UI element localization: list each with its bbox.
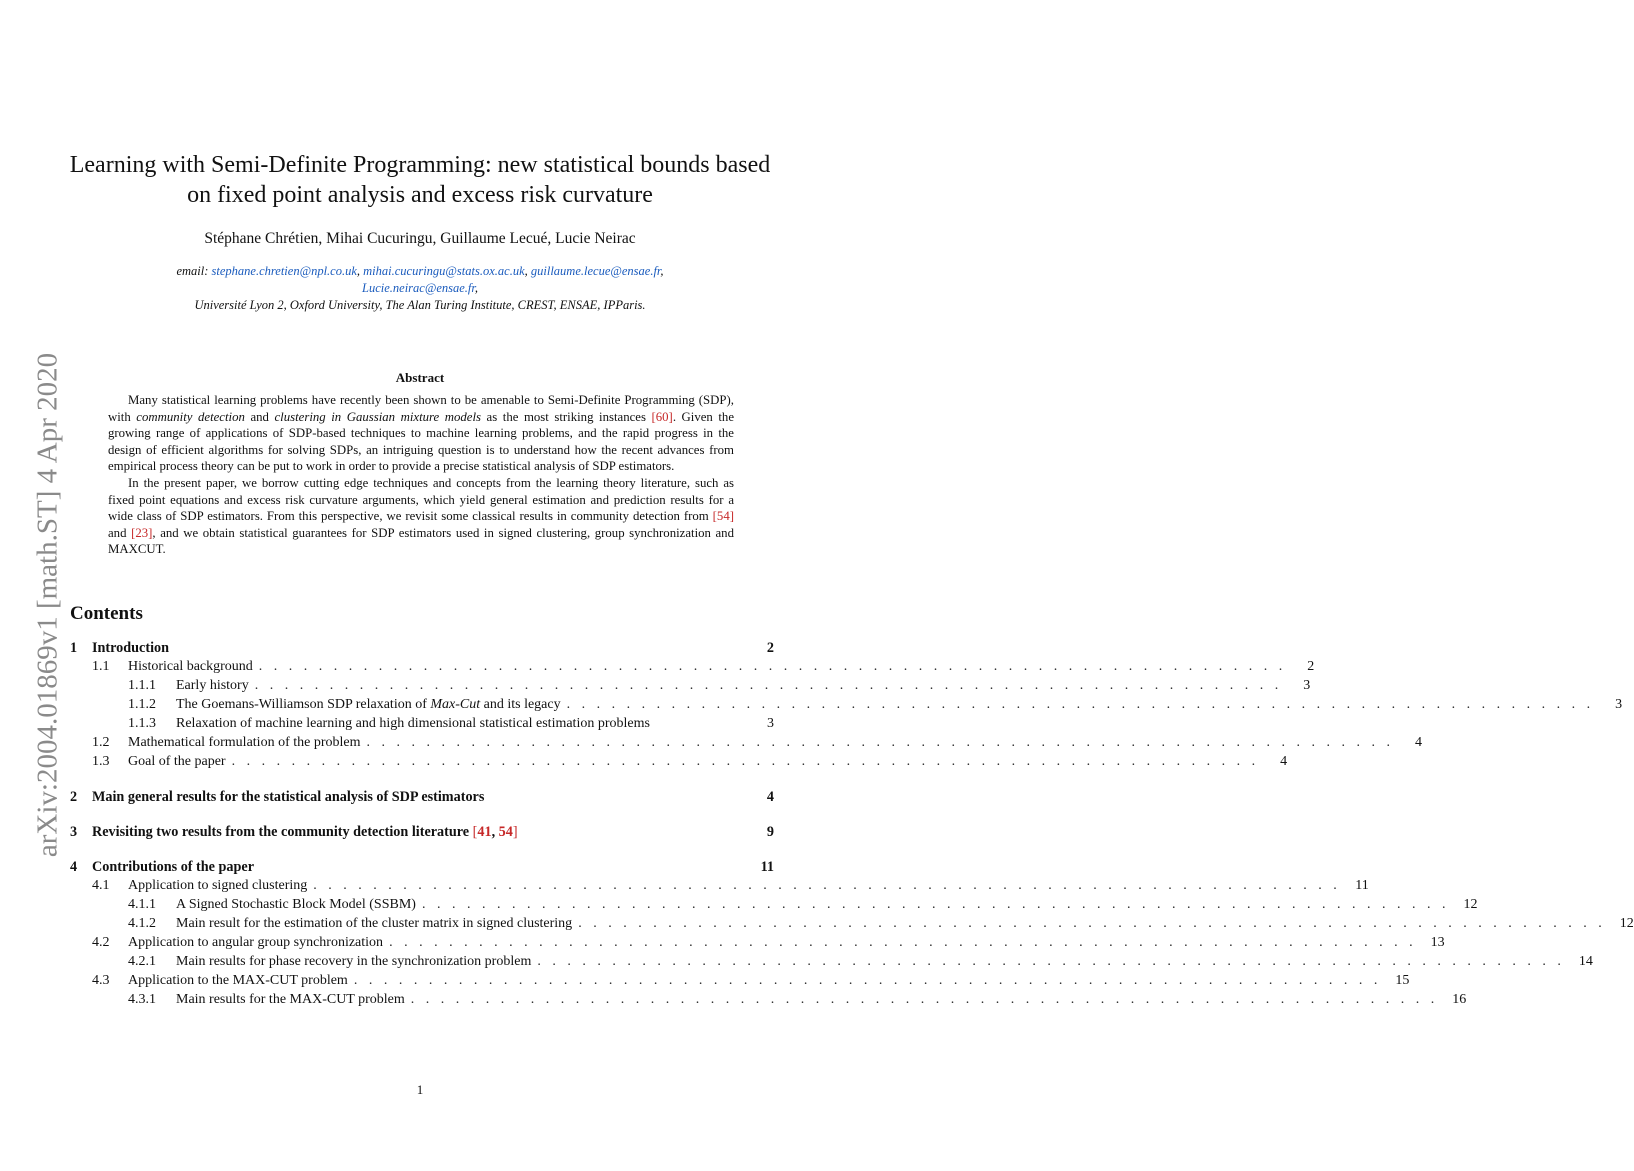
email-link-chretien[interactable]: stephane.chretien@npl.co.uk xyxy=(211,264,357,278)
toc-section-4-1-1[interactable]: 4.1.1 A Signed Stochastic Block Model (SSBM) . . . . . . . . . . . . . . . . . . . . . . . . . . . . . . . . . . . . . . . . . . . . . . . . . . . . . . . . . . . . . . . . . . . . . 12 xyxy=(128,897,1478,912)
email-label: email: xyxy=(176,264,209,278)
toc-section-1-2[interactable]: 1.2 Mathematical formulation of the problem . . . . . . . . . . . . . . . . . . . . . . . . . . . . . . . . . . . . . . . . . . . . . . . . . . . . . . . . . . . . . . . . . . . . . 4 xyxy=(92,735,1422,750)
affiliations: Université Lyon 2, Oxford University, The Alan Turing Institute, CREST, ENSAE, IPParis. xyxy=(194,298,646,312)
title-line-2: on fixed point analysis and excess risk curvature xyxy=(187,182,653,208)
toc-section-3[interactable]: 3 Revisiting two results from the community detection literature [41, 54] 9 xyxy=(70,824,774,840)
email-link-neirac[interactable]: Lucie.neirac@ensae.fr xyxy=(362,281,475,295)
arxiv-identifier-stamp: arXiv:2004.01869v1 [math.ST] 4 Apr 2020 xyxy=(31,352,64,858)
toc-section-4-1-2[interactable]: 4.1.2 Main result for the estimation of the cluster matrix in signed clustering . . . . . . . . . . . . . . . . . . . . . . . . . . . . . . . . . . . . . . . . . . . . . . . . . . . . . . . . . . . . . . . . . . . . . 12 xyxy=(128,916,1634,931)
abstract-body xyxy=(108,392,734,558)
toc-section-1-1-2[interactable]: 1.1.2 The Goemans-Williamson SDP relaxation of Max-Cut and its legacy . . . . . . . . . . . . . . . . . . . . . . . . . . . . . . . . . . . . . . . . . . . . . . . . . . . . . . . . . . . . . . . . . . . . . 3 xyxy=(128,697,1623,712)
contents-heading: Contents xyxy=(70,603,143,624)
title-line-1: Learning with Semi-Definite Programming: new statistical bounds based xyxy=(69,152,771,178)
citation-link[interactable]: [23] xyxy=(131,525,153,540)
page-number: 1 xyxy=(416,1082,424,1097)
toc-section-1-1-1[interactable]: 1.1.1 Early history . . . . . . . . . . . . . . . . . . . . . . . . . . . . . . . . . . . . . . . . . . . . . . . . . . . . . . . . . . . . . . . . . . . . . 3 xyxy=(128,678,1311,693)
table-of-contents xyxy=(70,640,1634,1011)
toc-section-4-2-1[interactable]: 4.2.1 Main results for phase recovery in the synchronization problem . . . . . . . . . . . . . . . . . . . . . . . . . . . . . . . . . . . . . . . . . . . . . . . . . . . . . . . . . . . . . . . . . . . . . 14 xyxy=(128,954,1593,969)
toc-section-1-1[interactable]: 1.1 Historical background . . . . . . . . . . . . . . . . . . . . . . . . . . . . . . . . . . . . . . . . . . . . . . . . . . . . . . . . . . . . . . . . . . . . . 2 xyxy=(92,659,1315,674)
citation-link[interactable]: [54] xyxy=(712,509,734,524)
toc-section-4-3-1[interactable]: 4.3.1 Main results for the MAX-CUT problem . . . . . . . . . . . . . . . . . . . . . . . . . . . . . . . . . . . . . . . . . . . . . . . . . . . . . . . . . . . . . . . . . . . . . 16 xyxy=(128,992,1467,1007)
toc-section-1[interactable]: 1 Introduction 2 xyxy=(70,640,774,656)
abstract-paragraph-1: Many statistical learning problems have recently been shown to be amenable to Semi-Definite Programming (SDP), with community detection and clustering in Gaussian mixture models as the most striking instances [60]. Given the growing range of applications of SDP-based techniques to machine learning problems, and the rapid progress in the design of efficient algorithms for solving SDPs, an intriguing question is to understand how the recent advances from empirical process theory can be put to work in order to provide a precise statistical analysis of SDP estimators. xyxy=(108,393,735,474)
toc-section-1-3[interactable]: 1.3 Goal of the paper . . . . . . . . . . . . . . . . . . . . . . . . . . . . . . . . . . . . . . . . . . . . . . . . . . . . . . . . . . . . . . . . . . . . . 4 xyxy=(92,754,1288,769)
email-link-lecue[interactable]: guillaume.lecue@ensae.fr xyxy=(530,264,661,278)
citation-link[interactable]: 41 xyxy=(477,824,492,840)
email-link-cucuringu[interactable]: mihai.cucuringu@stats.ox.ac.uk xyxy=(363,264,525,278)
author-contact-block: email: stephane.chretien@npl.co.uk, mihai.cucuringu@stats.ox.ac.uk, guillaume.lecue@ensae.fr, Lucie.neirac@ensae.fr, Université Lyon 2, Oxford University, The Alan Turing Institute, CREST, ENSAE, IPParis. xyxy=(100,263,740,314)
toc-section-4-2[interactable]: 4.2 Application to angular group synchronization . . . . . . . . . . . . . . . . . . . . . . . . . . . . . . . . . . . . . . . . . . . . . . . . . . . . . . . . . . . . . . . . . . . . . 13 xyxy=(92,935,1445,950)
citation-link[interactable]: [60] xyxy=(651,409,673,424)
toc-section-1-1-3[interactable]: 1.1.3 Relaxation of machine learning and high dimensional statistical estimation problems 3 xyxy=(128,716,774,731)
toc-section-4-3[interactable]: 4.3 Application to the MAX-CUT problem . . . . . . . . . . . . . . . . . . . . . . . . . . . . . . . . . . . . . . . . . . . . . . . . . . . . . . . . . . . . . . . . . . . . . 15 xyxy=(92,973,1410,988)
author-list: Stéphane Chrétien, Mihai Cucuringu, Guillaume Lecué, Lucie Neirac xyxy=(204,230,636,247)
toc-section-2[interactable]: 2 Main general results for the statistical analysis of SDP estimators 4 xyxy=(70,789,774,805)
paper-title xyxy=(40,150,800,210)
abstract-paragraph-2: In the present paper, we borrow cutting edge techniques and concepts from the learning theory literature, such as fixed point equations and excess risk curvature arguments, which yield general estimation and prediction results for a wide class of SDP estimators. From this perspective, we revisit some classical results in community detection from [54] and [23], and we obtain statistical guarantees for SDP estimators used in signed clustering, group synchronization and MAXCUT. xyxy=(108,475,734,557)
citation-link[interactable]: 54 xyxy=(498,824,513,840)
toc-section-4-1[interactable]: 4.1 Application to signed clustering . . . . . . . . . . . . . . . . . . . . . . . . . . . . . . . . . . . . . . . . . . . . . . . . . . . . . . . . . . . . . . . . . . . . . 11 xyxy=(92,878,1369,893)
abstract-heading: Abstract xyxy=(395,370,445,385)
toc-section-4[interactable]: 4 Contributions of the paper 11 xyxy=(70,859,774,875)
